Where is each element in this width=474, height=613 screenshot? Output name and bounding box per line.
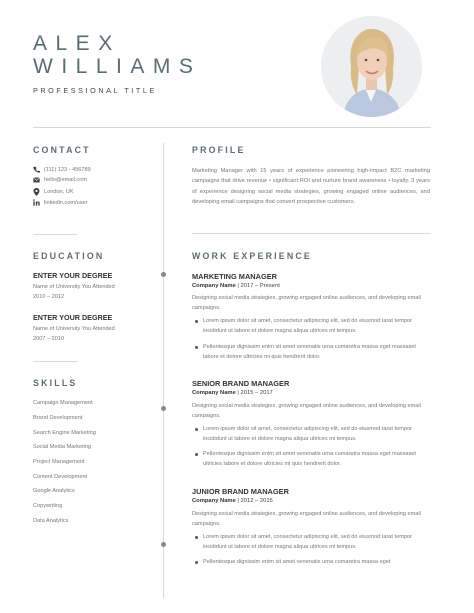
contact-location <box>33 188 74 196</box>
skill-item: Data Analytics <box>33 518 69 524</box>
job-company: Company Name <box>192 498 236 504</box>
contact-phone <box>33 166 91 173</box>
last-name: WILLIAMS <box>33 55 202 78</box>
skill-item: Content Development <box>33 474 88 480</box>
profile-text: Marketing Manager with 15 years of experience pioneering high-impact B2C marketing campaigns that drive revenue • significant ROI and nurture brand awareness • loyalty. 3 years of experience designing social media strategies, growing engaged online audiences, and developing email campaigns that convert prospective customers. <box>192 168 430 206</box>
contact-heading: CONTACT <box>33 145 91 155</box>
job-bullet: Lorem ipsum dolor sit amet, consectetur adipiscing elit, sed do eiusmod tarat tempor incididunt ut labore et dolore magna aliqua ultrices mi tempus. <box>203 532 428 552</box>
contact-phone-text: (111) 123 - 456789 <box>44 166 91 173</box>
professional-title: PROFESSIONAL TITLE <box>33 86 157 95</box>
job-company-dates: Company Name | 2015 – 2017 <box>192 390 273 396</box>
profile-photo <box>321 16 422 117</box>
education-years: 2010 – 2012 <box>33 294 65 300</box>
job-title: MARKETING MANAGER <box>192 272 277 281</box>
job-description: Designing social media strategies, growing engaged online audiences, and developing email campaigns. <box>192 295 421 312</box>
education-degree: ENTER YOUR DEGREE <box>33 271 113 280</box>
education-school: Name of University You Attended <box>33 326 115 332</box>
skill-item: Campaign Management <box>33 400 93 406</box>
education-years: 2007 – 2010 <box>33 336 65 342</box>
contact-email[interactable] <box>33 177 87 183</box>
job-bullet: Pellentesque dignissim enim sit amet venenatis urna cumaretra massa eget massaset ultricies labore et dolore ultricies mi quis hendrerit dolor. <box>203 449 428 469</box>
job-dates: 2017 – Present <box>240 283 280 289</box>
contact-email-text: hello@email.com <box>44 177 87 183</box>
location-pin-icon <box>33 188 40 196</box>
job-dates: 2012 – 2015 <box>240 498 273 504</box>
education-school: Name of University You Attended <box>33 284 115 290</box>
contact-linkedin[interactable] <box>33 199 88 206</box>
section-divider <box>33 234 77 235</box>
timeline-dot <box>161 272 166 277</box>
timeline-line <box>163 143 164 598</box>
skill-item: Copywriting <box>33 503 63 509</box>
job-company-dates: Company Name | 2012 – 2015 <box>192 498 273 504</box>
job-description: Designing social media strategies, growing engaged online audiences, and developing email campaigns. <box>192 403 421 420</box>
job-company-dates: Company Name | 2017 – Present <box>192 283 280 289</box>
job-description: Designing social media strategies, growing engaged online audiences, and developing email campaigns. <box>192 511 421 528</box>
skill-item: Social Media Marketing <box>33 444 92 450</box>
education-degree: ENTER YOUR DEGREE <box>33 313 113 322</box>
skill-item: Project Management <box>33 459 85 465</box>
linkedin-icon <box>33 199 40 206</box>
job-dates: 2015 – 2017 <box>240 390 273 396</box>
work-experience-heading: WORK EXPERIENCE <box>192 251 313 261</box>
job-title: SENIOR BRAND MANAGER <box>192 379 290 388</box>
header-divider <box>33 127 431 128</box>
skills-heading: SKILLS <box>33 378 78 388</box>
job-bullet: Pellentesque dignissim enim sit amet venenatis urna cumaretra massa eget massaset labore et dolore ultricies mi quis hendrerit dolor. <box>203 342 428 362</box>
timeline-dot <box>161 406 166 411</box>
contact-linkedin-text: linkedin.com/user <box>44 199 88 206</box>
profile-heading: PROFILE <box>192 145 246 155</box>
first-name: ALEX <box>33 32 121 55</box>
email-icon <box>33 177 40 183</box>
section-divider <box>33 361 77 362</box>
section-divider <box>192 233 431 234</box>
skill-item: Search Engine Marketing <box>33 430 96 436</box>
job-bullet: Lorem ipsum dolor sit amet, consectetur adipiscing elit, sed do eiusmod tarat tempor incididunt ut labore et dolore magna aliqua ultrices mi tempus. <box>203 316 428 336</box>
phone-icon <box>33 166 40 173</box>
skill-item: Google Analytics <box>33 488 75 494</box>
job-bullet: Pellentesque dignissim enim sit amet venenatis urna cumaretra massa eget <box>203 557 428 567</box>
job-bullet: Lorem ipsum dolor sit amet, consectetur adipiscing elit, sed do eiusmod tarat tempor incididunt ut labore et dolore magna aliqua ultrices mi tempus. <box>203 424 428 444</box>
education-heading: EDUCATION <box>33 251 105 261</box>
contact-location-text: London, UK <box>44 189 74 195</box>
skill-item: Brand Development <box>33 415 83 421</box>
timeline-dot <box>161 542 166 547</box>
job-title: JUNIOR BRAND MANAGER <box>192 487 289 496</box>
job-company: Company Name <box>192 390 236 396</box>
job-company: Company Name <box>192 283 236 289</box>
